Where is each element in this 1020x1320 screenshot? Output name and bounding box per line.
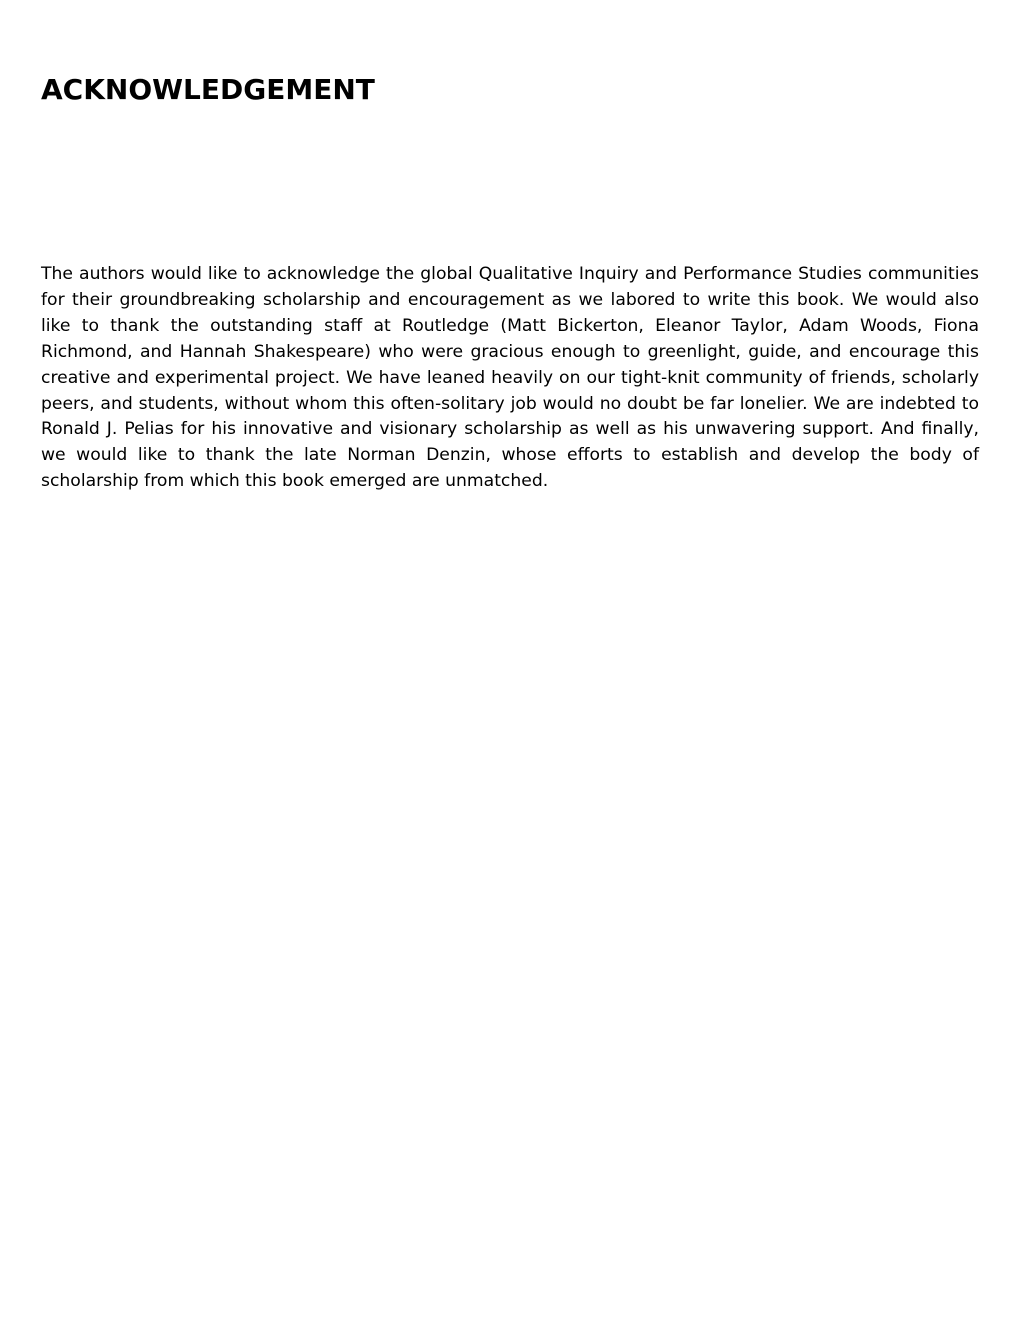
page-title: ACKNOWLEDGEMENT bbox=[41, 73, 375, 106]
acknowledgement-paragraph: The authors would like to acknowledge the global Qualitative Inquiry and Performance Studies communities for their groundbreaking scholarship and encouragement as we labored to write this book. We would also like to thank the outstanding staff at Routledge (Matt Bickerton, Eleanor Taylor, Adam Woods, Fiona Richmond, and Hannah Shakespeare) who were gracious enough to greenlight, guide, and encourage this creative and experimental project. We have leaned heavily on our tight-knit community of friends, scholarly peers, and students, without whom this often-solitary job would no doubt be far lonelier. We are indebted to Ronald J. Pelias for his innovative and visionary scholarship as well as his unwavering support. And finally, we would like to thank the late Norman Denzin, whose efforts to establish and develop the body of scholarship from which this book emerged are unmatched. bbox=[41, 264, 979, 492]
